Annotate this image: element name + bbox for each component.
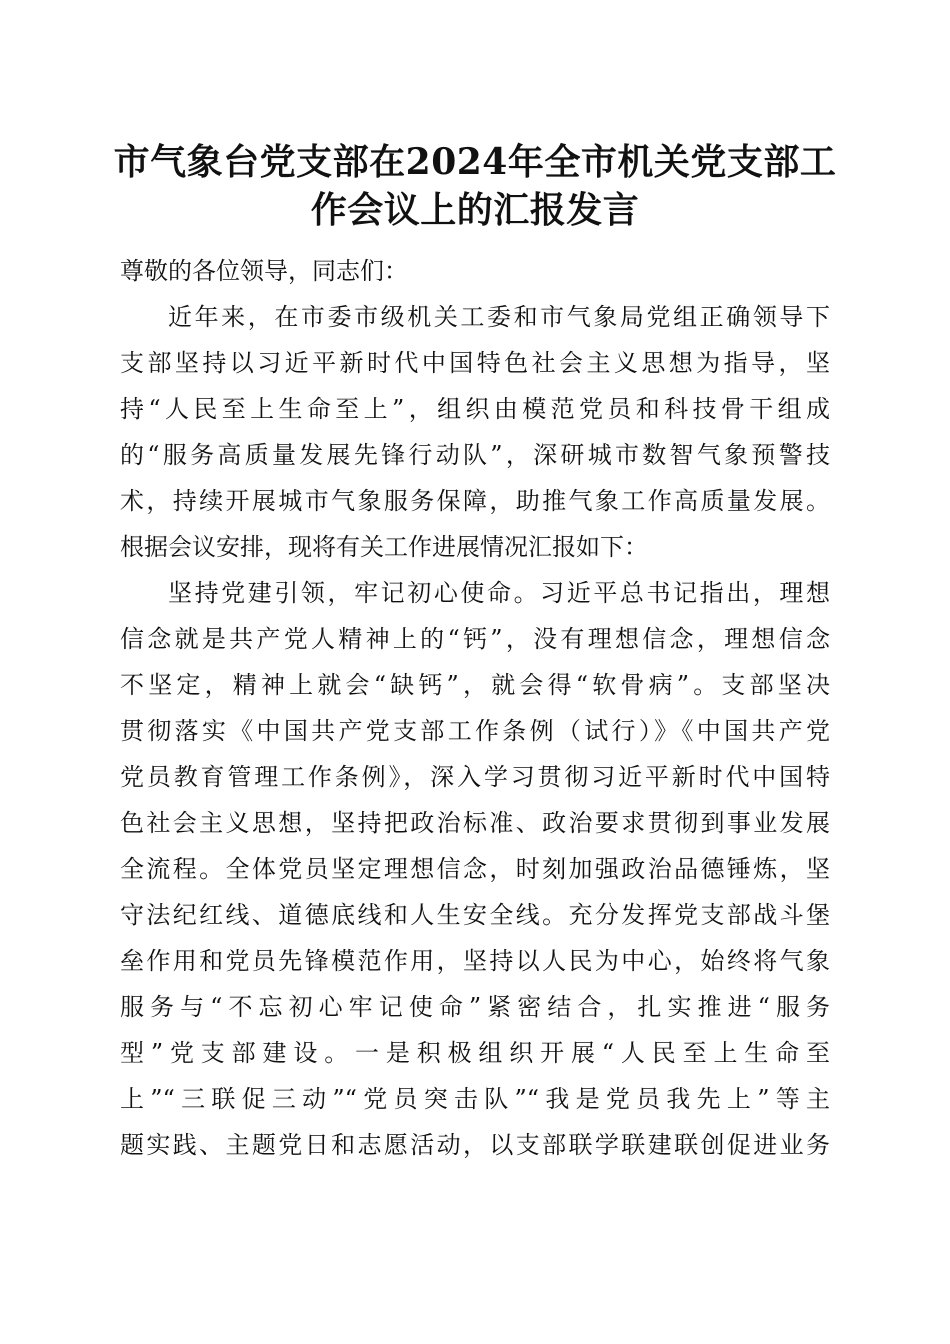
paragraph-line: 题实践、主题党日和志愿活动，以支部联学联建联创促进业务 [120, 1131, 830, 1159]
title-line-2: 作会议上的汇报发言 [310, 189, 640, 231]
paragraph-line: 术，持续开展城市气象服务保障，助推气象工作高质量发展。 [120, 487, 830, 515]
paragraph-line: 垒作用和党员先锋模范作用，坚持以人民为中心，始终将气象 [120, 947, 830, 975]
paragraph-intro [120, 294, 830, 570]
paragraph-line: 信念就是共产党人精神上的“钙”，没有理想信念，理想信念 [120, 625, 830, 653]
paragraph-line: 型”党支部建设。一是积极组织开展“人民至上生命至 [120, 1039, 830, 1067]
paragraph-line: 色社会主义思想，坚持把政治标准、政治要求贯彻到事业发展 [120, 809, 830, 837]
paragraph-party-building [120, 570, 830, 1168]
paragraph-line: 守法纪红线、道德底线和人生安全线。充分发挥党支部战斗堡 [120, 901, 830, 929]
paragraph-line: 持“人民至上生命至上”，组织由模范党员和科技骨干组成 [120, 395, 830, 423]
paragraph-line: 近年来，在市委市级机关工委和市气象局党组正确领导下 [168, 303, 830, 331]
paragraph-line: 根据会议安排，现将有关工作进展情况汇报如下： [120, 533, 648, 561]
paragraph-line: 的“服务高质量发展先锋行动队”，深研城市数智气象预警技 [120, 441, 830, 469]
paragraph-line: 支部坚持以习近平新时代中国特色社会主义思想为指导，坚 [120, 349, 830, 377]
salutation: 尊敬的各位领导，同志们： [120, 257, 408, 285]
title-line-1: 市气象台党支部在2024年全市机关党支部工 [113, 141, 837, 183]
paragraph-line: 上”“三联促三动”“党员突击队”“我是党员我先上”等主 [120, 1085, 830, 1113]
paragraph-line: 不坚定，精神上就会“缺钙”，就会得“软骨病”。支部坚决 [120, 671, 830, 699]
paragraph-line: 贯彻落实《中国共产党支部工作条例（试行）》《中国共产党 [120, 717, 830, 745]
paragraph-line: 坚持党建引领，牢记初心使命。习近平总书记指出，理想 [168, 579, 830, 607]
document-title [90, 138, 860, 234]
paragraph-line: 党员教育管理工作条例》，深入学习贯彻习近平新时代中国特 [120, 763, 830, 791]
document-body [120, 248, 830, 1168]
paragraph-line: 全流程。全体党员坚定理想信念，时刻加强政治品德锤炼，坚 [120, 855, 830, 883]
paragraph-line: 服务与“不忘初心牢记使命”紧密结合，扎实推进“服务 [120, 993, 830, 1021]
